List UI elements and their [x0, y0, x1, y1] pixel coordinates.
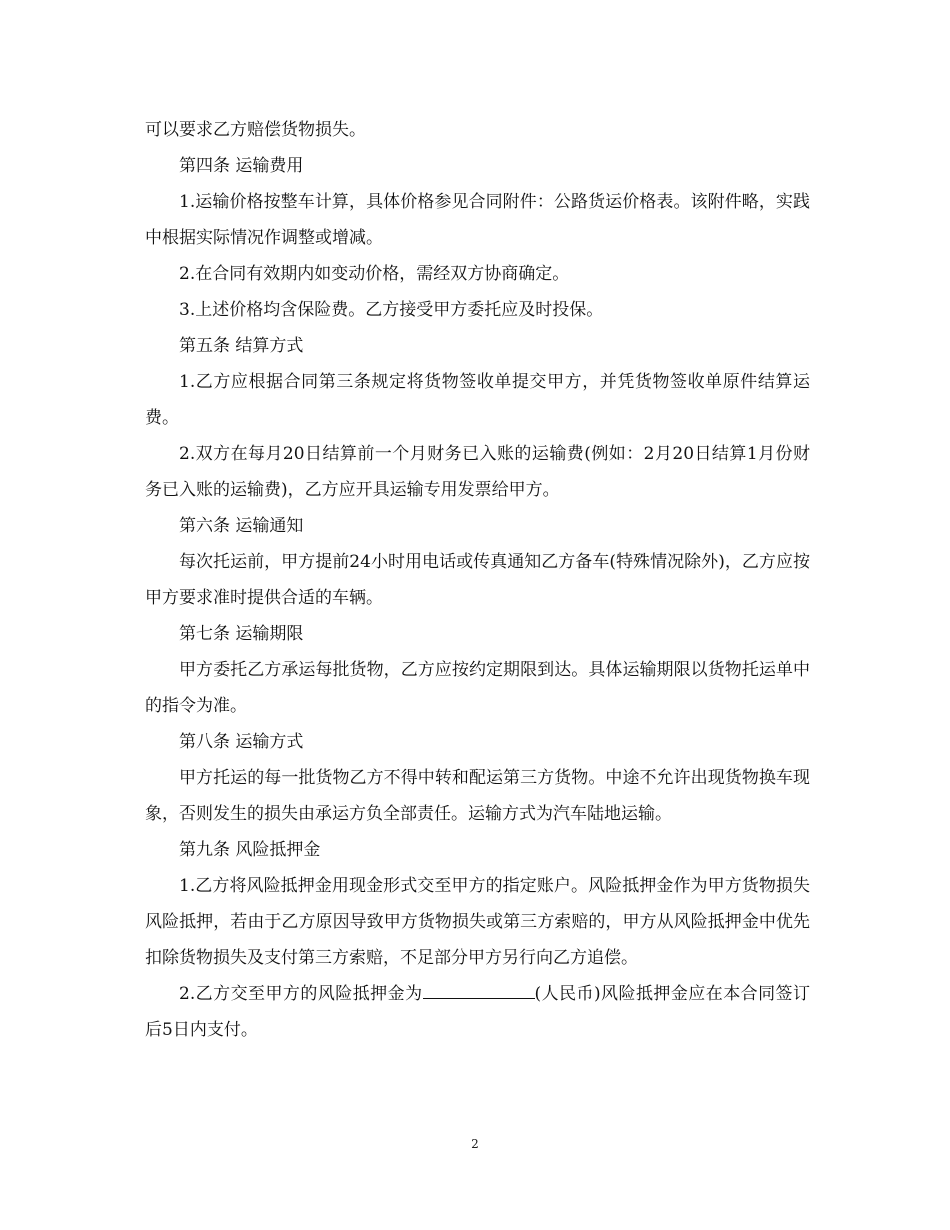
section-heading-article-9: 第九条 风险抵押金	[179, 840, 321, 860]
section-heading-article-5: 第五条 结算方式	[179, 336, 304, 356]
paragraph-p7: 1.乙方应根据合同第三条规定将货物签收单提交甲方，并凭货物签收单原件结算运费。	[145, 372, 810, 428]
paragraph-p1: 可以要求乙方赔偿货物损失。	[145, 120, 366, 140]
paragraph-deposit-amount	[145, 976, 810, 1048]
paragraph-p10: 每次托运前，甲方提前24小时用电话或传真通知乙方备车(特殊情况除外)，乙方应按甲方要求准时提供合适的车辆。	[145, 552, 810, 608]
paragraph-p4: 2.在合同有效期内如变动价格，需经双方协商确定。	[179, 264, 570, 284]
deposit-text-after: (人民币)风险抵押金应在本合同签订后5日内支付。	[145, 984, 810, 1040]
paragraph-p5: 3.上述价格均含保险费。乙方接受甲方委托应及时投保。	[179, 300, 604, 320]
deposit-text-before: 2.乙方交至甲方的风险抵押金为	[179, 984, 423, 1004]
paragraph-p12: 甲方委托乙方承运每批货物，乙方应按约定期限到达。具体运输期限以货物托运单中的指令为准。	[145, 660, 810, 716]
paragraph-p8: 2.双方在每月20日结算前一个月财务已入账的运输费(例如：2月20日结算1月份财务已入账的运输费)，乙方应开具运输专用发票给甲方。	[145, 444, 810, 500]
paragraph-p3: 1.运输价格按整车计算，具体价格参见合同附件：公路货运价格表。该附件略，实践中根据实际情况作调整或增减。	[145, 192, 810, 248]
section-heading-article-6: 第六条 运输通知	[179, 516, 304, 536]
deposit-amount-blank	[423, 982, 535, 999]
section-heading-article-4: 第四条 运输费用	[179, 156, 304, 176]
paragraph-p16: 1.乙方将风险抵押金用现金形式交至甲方的指定账户。风险抵押金作为甲方货物损失风险抵押，若由于乙方原因导致甲方货物损失或第三方索赔的，甲方从风险抵押金中优先扣除货物损失及支付第三方索赔，不足部分甲方另行向乙方追偿。	[145, 876, 810, 968]
section-heading-article-7: 第七条 运输期限	[179, 624, 304, 644]
document-body	[145, 112, 810, 1048]
paragraph-p14: 甲方托运的每一批货物乙方不得中转和配运第三方货物。中途不允许出现货物换车现象，否则发生的损失由承运方负全部责任。运输方式为汽车陆地运输。	[145, 768, 810, 824]
section-heading-article-8: 第八条 运输方式	[179, 732, 304, 752]
page-number: 2	[471, 1137, 479, 1151]
